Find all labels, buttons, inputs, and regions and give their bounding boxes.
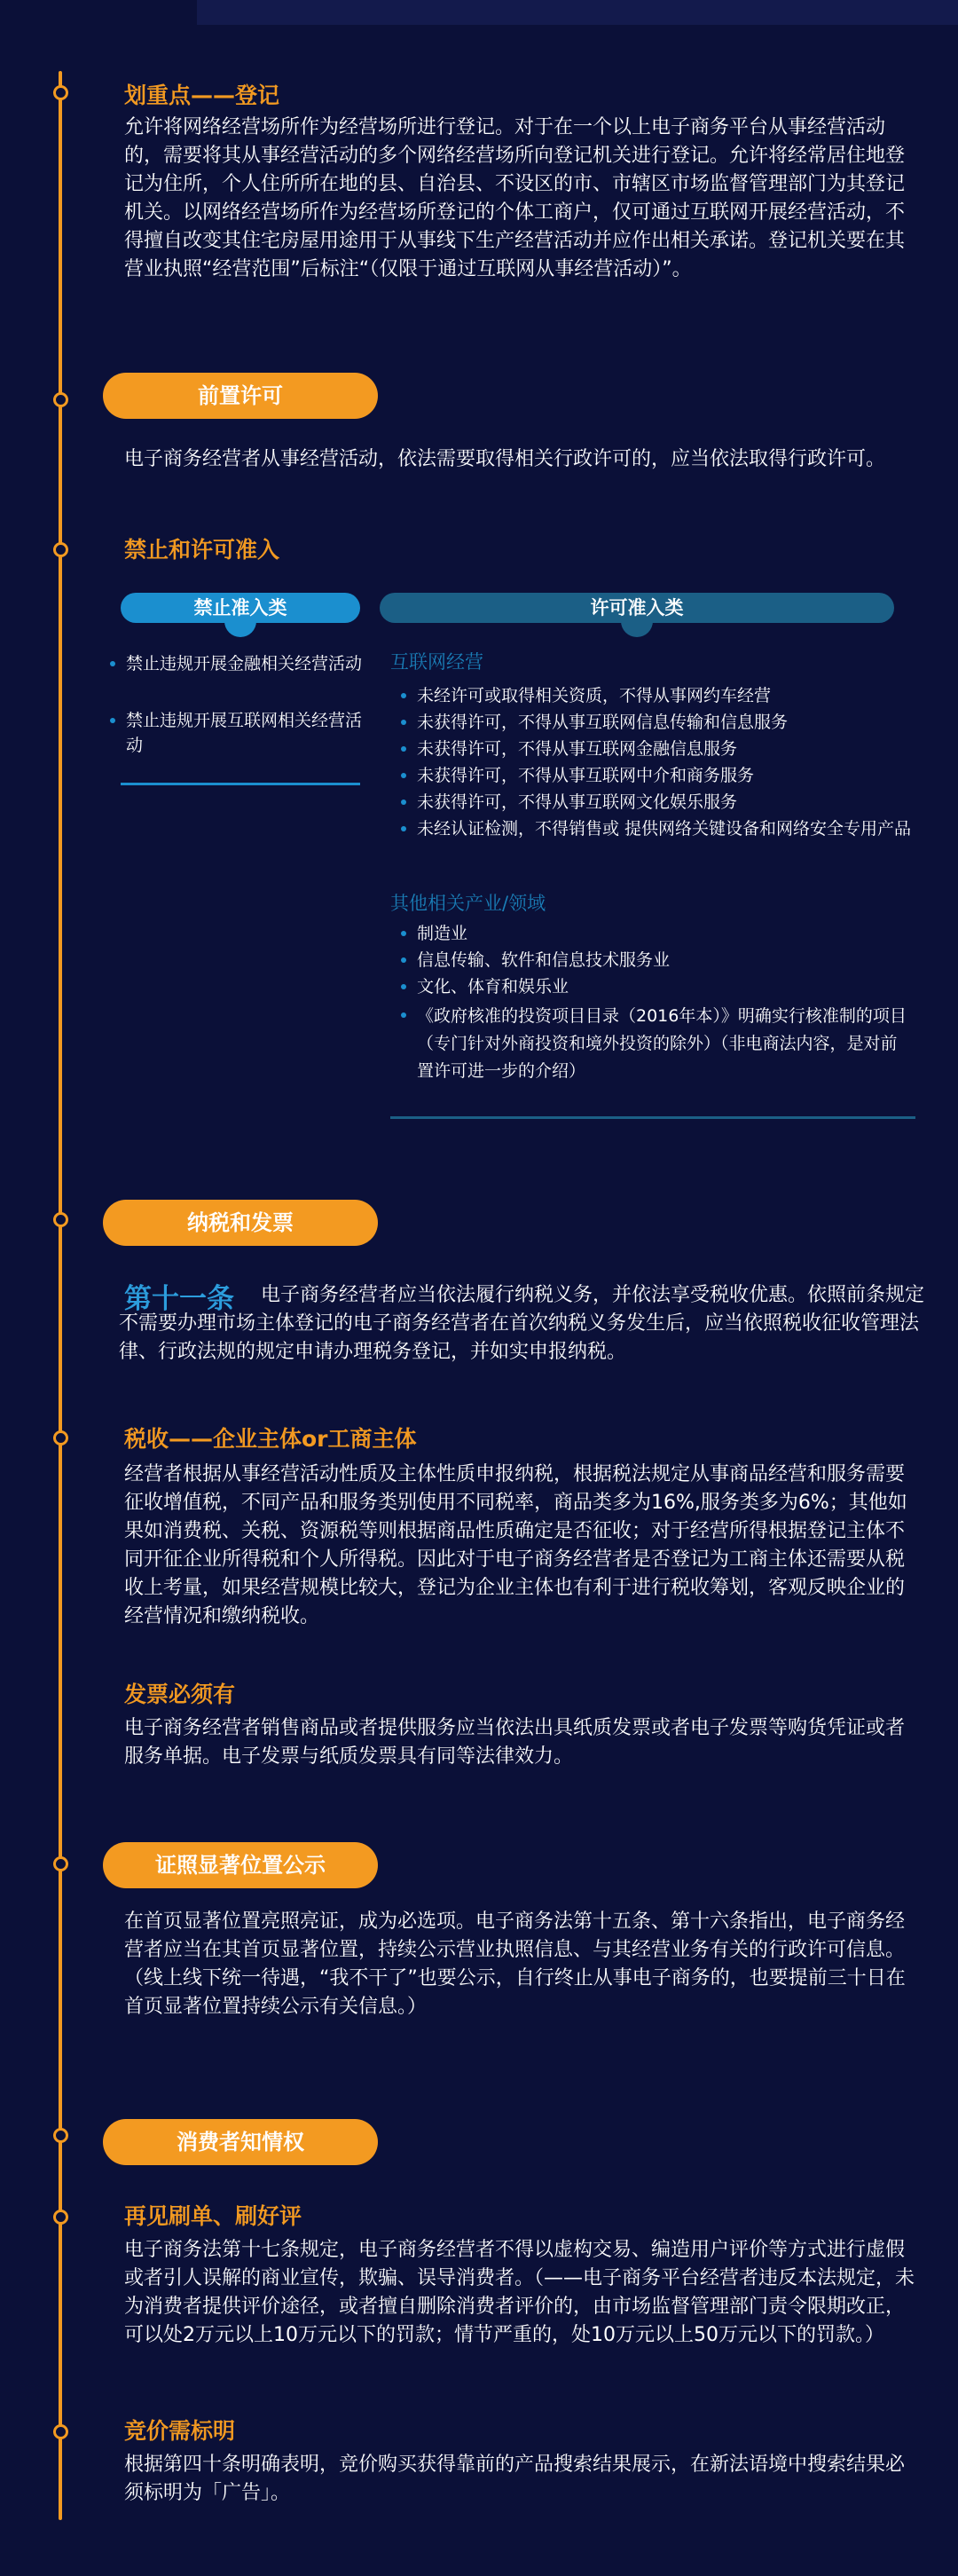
permitted-bar — [380, 593, 894, 623]
prohibited-item: 禁止违规开展互联网相关经营活动 — [126, 708, 365, 758]
bid-body: 根据第四十条明确表明，竞价购买获得靠前的产品搜索结果展示，在新法语境中搜索结果必须标明为「广告」。 — [124, 2454, 906, 2504]
permit-body: 电子商务经营者从事经营活动，依法需要取得相关行政许可的，应当依法取得行政许可。 — [124, 448, 886, 470]
bar-knob — [224, 621, 256, 637]
taxation-heading: 税收——企业主体or工商主体 — [124, 1426, 417, 1452]
internet-item: 未经许可或取得相关资质，不得从事网约车经营 — [417, 683, 914, 708]
timeline-node — [53, 1430, 68, 1446]
prohibited-divider — [121, 783, 360, 785]
prohibited-title: 禁止准入类 — [193, 597, 287, 618]
license-body: 在首页显著位置亮照亮证，成为必选项。电子商务法第十五条、第十六条指出，电子商务经营者应当在其首页显著位置，持续公示营业执照信息、与其经营业务有关的行政许可信息。（线上线下统一待遇，“我不干了”也要公示，自行终止从事电子商务的，也要提前三十日在首页显著位置持续公示有关信息。） — [124, 1910, 906, 2018]
other-item: 《政府核准的投资项目目录（2016年本）》明确实行核准制的项目（专门针对外商投资和境外投资的除外）（非电商法内容，是对前置许可进一步的介绍） — [417, 1003, 914, 1085]
other-item: 制造业 — [417, 921, 914, 946]
fake-review-heading: 再见刷单、刷好评 — [124, 2203, 302, 2229]
permitted-divider — [390, 1116, 915, 1119]
article-text: 电子商务经营者应当依法履行纳税义务，并依法享受税收优惠。依照前条规定不需要办理市场主体登记的电子商务经营者在首次纳税义务发生后，应当依照税收征收管理法律、行政法规的规定申请办理税务登记，并如实申报纳税。 — [119, 1284, 925, 1363]
access-heading: 禁止和许可准入 — [124, 537, 280, 563]
article-number: 第十一条 — [124, 1283, 234, 1315]
timeline-node — [53, 2128, 68, 2143]
fake-review-body: 电子商务法第十七条规定，电子商务经营者不得以虚构交易、编造用户评价等方式进行虚假或者引人误解的商业宣传，欺骗、误导消费者。（——电子商务平台经营者违反本法规定，未为消费者提供评价途径，或者擅自删除消费者评价的，由市场监督管理部门责令限期改正，可以处2万元以上10万元以下的罚款；情节严重的，处10万元以上50万元以下的罚款。） — [124, 2239, 915, 2346]
other-item: 文化、体育和娱乐业 — [417, 974, 914, 999]
timeline-node — [53, 2424, 68, 2439]
consumer-pill: 消费者知情权 — [103, 2119, 378, 2165]
internet-category-title: 互联网经营 — [390, 651, 483, 673]
internet-item: 未获得许可，不得从事互联网信息传输和信息服务 — [417, 710, 914, 735]
invoice-heading: 发票必须有 — [124, 1682, 236, 1707]
internet-item: 未获得许可，不得从事互联网文化娱乐服务 — [417, 790, 914, 815]
invoice-body: 电子商务经营者销售商品或者提供服务应当依法出具纸质发票或者电子发票等购货凭证或者服务单据。电子发票与纸质发票具有同等法律效力。 — [124, 1717, 906, 1768]
timeline-line — [59, 71, 62, 2520]
prohibited-bar — [121, 593, 360, 623]
bar-knob — [621, 621, 653, 637]
register-body: 允许将网络经营场所作为经营场所进行登记。对于在一个以上电子商务平台从事经营活动的，需要将其从事经营活动的多个网络经营场所向登记机关进行登记。允许将经常居住地登记为住所，个人住所所在地的县、自治县、不设区的市、市辖区市场监督管理部门为其登记机关。以网络经营场所作为经营场所登记的个体工商户，仅可通过互联网开展经营活动，不得擅自改变其住宅房屋用途用于从事线下生产经营活动并应作出相关承诺。登记机关要在其营业执照“经营范围”后标注“（仅限于通过互联网从事经营活动）”。 — [124, 116, 906, 280]
top-banner-strip — [197, 0, 958, 25]
tax-pill: 纳税和发票 — [103, 1200, 378, 1246]
internet-item: 未获得许可，不得从事互联网中介和商务服务 — [417, 763, 914, 788]
internet-item: 未经认证检测，不得销售或 提供网络关键设备和网络安全专用产品 — [417, 816, 914, 841]
register-heading: 划重点——登记 — [124, 83, 280, 108]
timeline-node — [53, 1856, 68, 1871]
internet-item: 未获得许可，不得从事互联网金融信息服务 — [417, 737, 914, 761]
taxation-body: 经营者根据从事经营活动性质及主体性质申报纳税，根据税法规定从事商品经营和服务需要征收增值税，不同产品和服务类别使用不同税率，商品类多为16%,服务类多为6%；其他如果如消费税、关税、资源税等则根据商品性质确定是否征收；对于经营所得根据登记主体不同开征企业所得税和个人所得税。因此对于电子商务经营者是否登记为工商主体还需要从税收上考量，如果经营规模比较大，登记为企业主体也有利于进行税收筹划，客观反映企业的经营情况和缴纳税收。 — [124, 1463, 907, 1627]
timeline-node — [53, 85, 68, 100]
timeline-node — [53, 1212, 68, 1227]
permitted-title: 许可准入类 — [590, 597, 684, 618]
other-category-title: 其他相关产业/领域 — [390, 893, 546, 914]
timeline-node — [53, 542, 68, 557]
timeline-node — [53, 392, 68, 407]
license-pill: 证照显著位置公示 — [103, 1842, 378, 1888]
other-item: 信息传输、软件和信息技术服务业 — [417, 948, 914, 973]
permit-pill: 前置许可 — [103, 373, 378, 419]
prohibited-item: 禁止违规开展金融相关经营活动 — [126, 651, 365, 676]
timeline-node — [53, 2210, 68, 2225]
bid-heading: 竞价需标明 — [124, 2418, 236, 2444]
